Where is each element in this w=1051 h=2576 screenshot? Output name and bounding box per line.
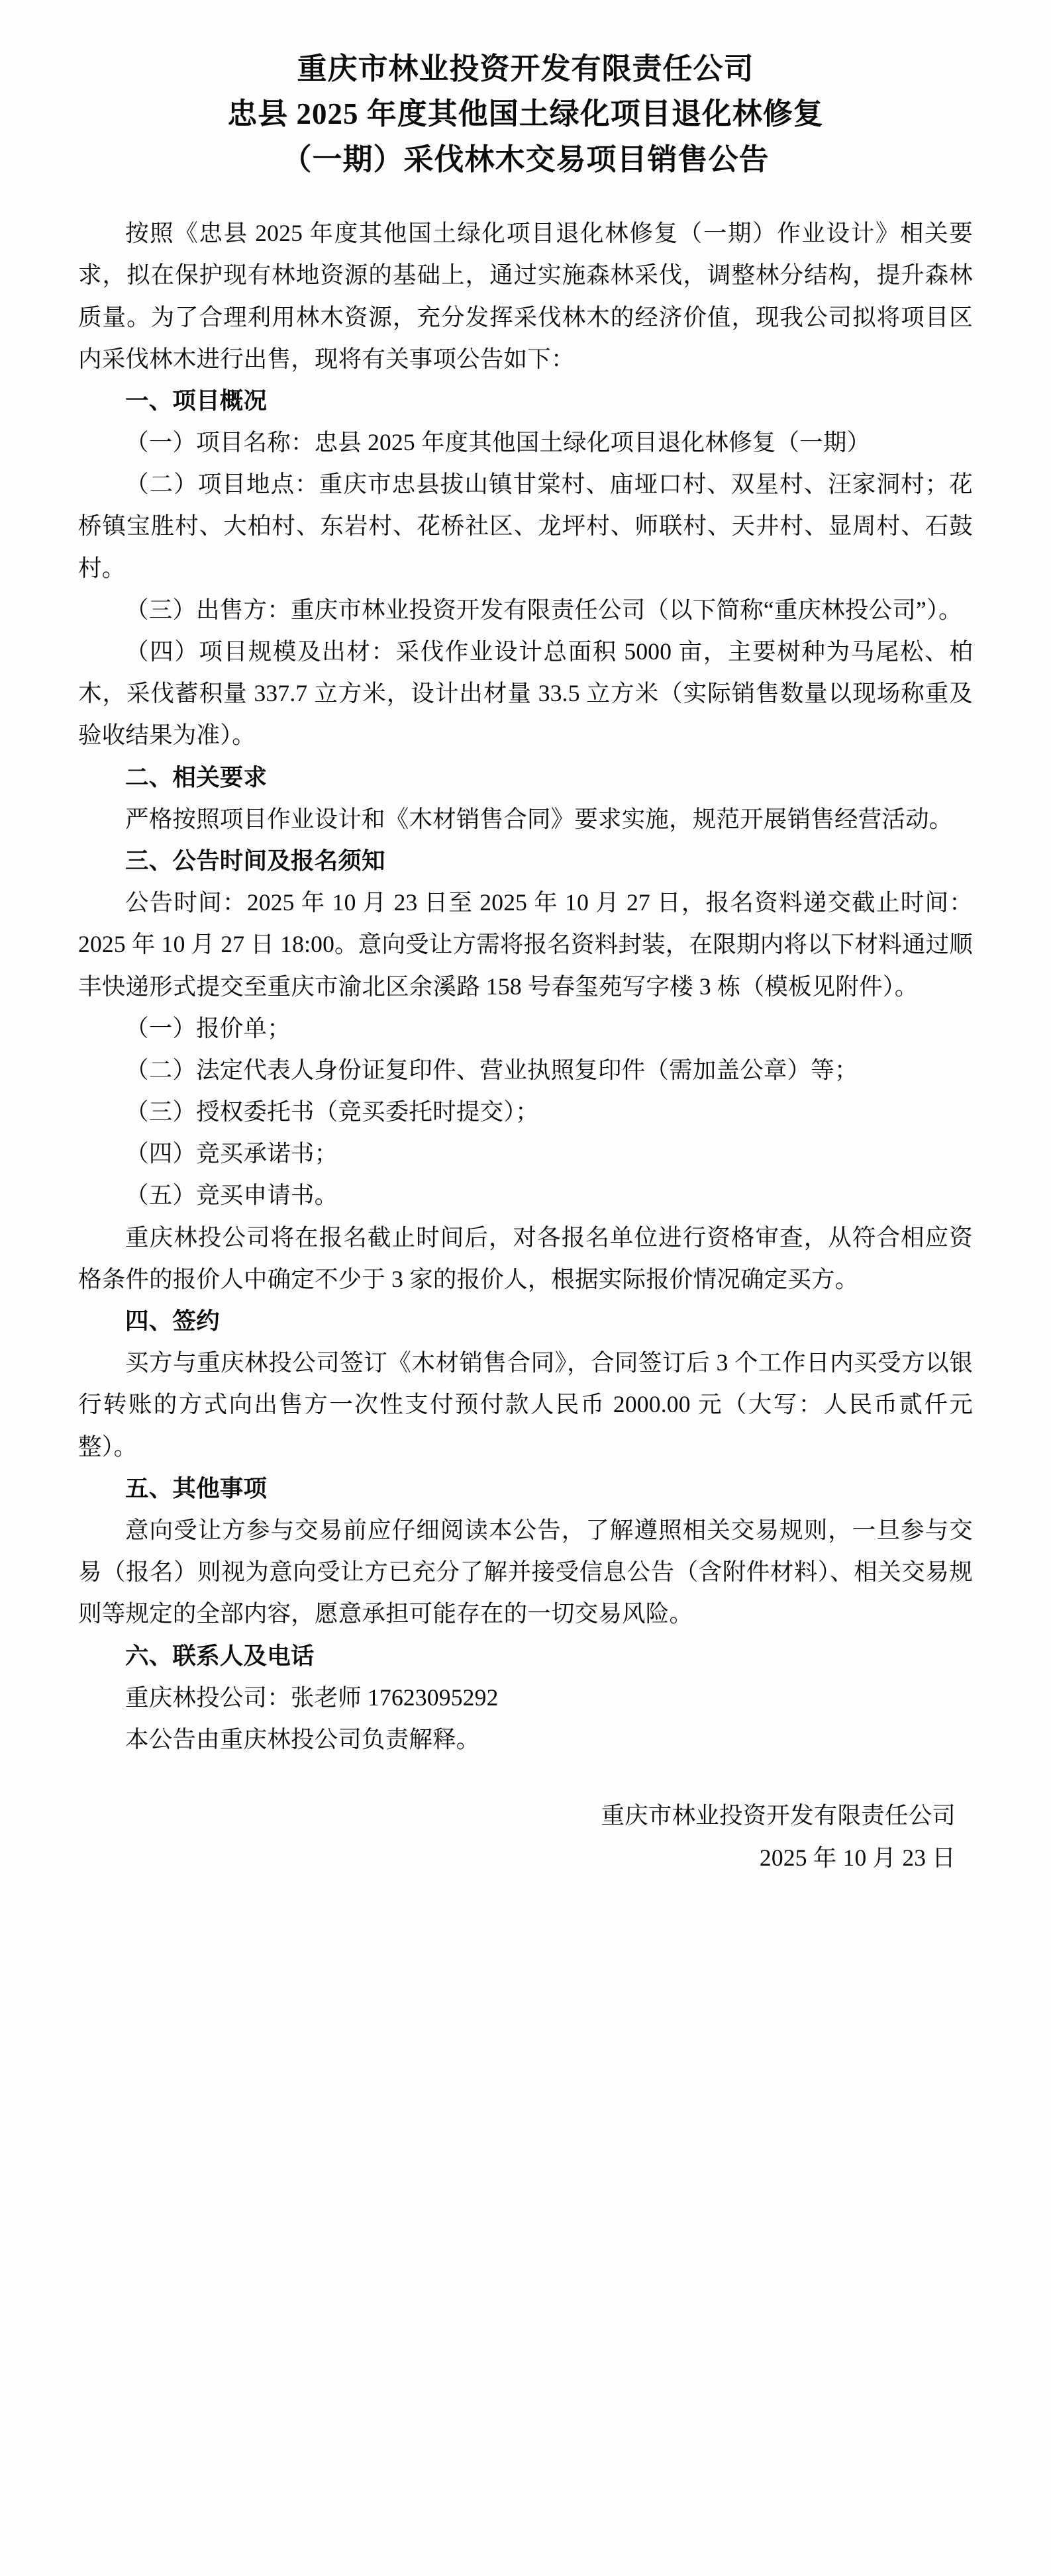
section-1-paragraph-2: （二）项目地点：重庆市忠县拔山镇甘棠村、庙垭口村、双星村、汪家洞村；花桥镇宝胜村、大柏村、东岩村、花桥社区、龙坪村、师联村、天井村、显周村、石鼓村。 [78, 471, 973, 581]
section-6-paragraph-2: 本公告由重庆林投公司负责解释。 [125, 1725, 480, 1752]
section-3-paragraph-7: 重庆林投公司将在报名截止时间后，对各报名单位进行资格审查，从符合相应资格条件的报价人中确定不少于 3 家的报价人，根据实际报价情况确定买方。 [78, 1223, 973, 1292]
section-1-paragraph-1: （一）项目名称：忠县 2025 年度其他国土绿化项目退化林修复（一期） [125, 429, 871, 456]
section-3-paragraph-6: （五）竞买申请书。 [125, 1182, 338, 1209]
section-heading-2: 二、相关要求 [125, 763, 268, 790]
section-3-paragraph-1: 公告时间：2025 年 10 月 23 日至 2025 年 10 月 27 日，报名资料递交截止时间：2025 年 10 月 27 日 18:00。意向受让方需将报名资料封装，在限期内将以下材料通过顺丰快递形式提交至重庆市渝北区余溪路 158 号春玺苑写字楼 3 栋（模板见附件）。 [78, 889, 973, 1000]
section-heading-3: 三、公告时间及报名须知 [125, 847, 385, 874]
section-2-paragraph-1: 严格按照项目作业设计和《木材销售合同》要求实施，规范开展销售经营活动。 [125, 805, 953, 832]
document-title [78, 46, 973, 182]
title-line-1: 重庆市林业投资开发有限责任公司 [297, 52, 754, 85]
section-1-paragraph-3: （三）出售方：重庆市林业投资开发有限责任公司（以下简称“重庆林投公司”）。 [125, 596, 962, 623]
section-1-paragraph-4: （四）项目规模及出材：采伐作业设计总面积 5000 亩，主要树种为马尾松、柏木，采伐蓄积量 337.7 立方米，设计出材量 33.5 立方米（实际销售数量以现场称重及验收结果为准）。 [78, 638, 973, 749]
section-5-paragraph-1: 意向受让方参与交易前应仔细阅读本公告，了解遵照相关交易规则，一旦参与交易（报名）则视为意向受让方已充分了解并接受信息公告（含附件材料）、相关交易规则等规定的全部内容，愿意承担可能存在的一切交易风险。 [78, 1516, 973, 1627]
document-body [78, 213, 973, 1880]
title-line-3: （一期）采伐林木交易项目销售公告 [281, 142, 770, 176]
intro-paragraph: 按照《忠县 2025 年度其他国土绿化项目退化林修复（一期）作业设计》相关要求，拟在保护现有林地资源的基础上，通过实施森林采伐，调整林分结构，提升森林质量。为了合理利用林木资源，充分发挥采伐林木的经济价值，现我公司拟将项目区内采伐林木进行出售，现将有关事项公告如下： [78, 220, 973, 372]
section-3-paragraph-5: （四）竞买承诺书； [125, 1140, 338, 1167]
section-6-paragraph-1: 重庆林投公司：张老师 17623095292 [125, 1684, 499, 1711]
section-heading-5: 五、其他事项 [125, 1474, 268, 1502]
signature-block [78, 1795, 973, 1880]
signature-company: 重庆市林业投资开发有限责任公司 [601, 1802, 956, 1829]
section-3-paragraph-4: （三）授权委托书（竞买委托时提交）； [125, 1098, 539, 1125]
section-heading-6: 六、联系人及电话 [125, 1642, 315, 1669]
section-heading-4: 四、签约 [125, 1308, 220, 1335]
section-3-paragraph-3: （二）法定代表人身份证复印件、营业执照复印件（需加盖公章）等； [125, 1056, 858, 1083]
signature-date: 2025 年 10 月 23 日 [759, 1844, 956, 1871]
title-line-2: 忠县 2025 年度其他国土绿化项目退化林修复 [227, 97, 824, 131]
section-3-paragraph-2: （一）报价单； [125, 1014, 291, 1041]
section-4-paragraph-1: 买方与重庆林投公司签订《木材销售合同》，合同签订后 3 个工作日内买受方以银行转账的方式向出售方一次性支付预付款人民币 2000.00 元（大写：人民币贰仟元整）。 [78, 1349, 973, 1460]
section-heading-1: 一、项目概况 [125, 387, 268, 414]
